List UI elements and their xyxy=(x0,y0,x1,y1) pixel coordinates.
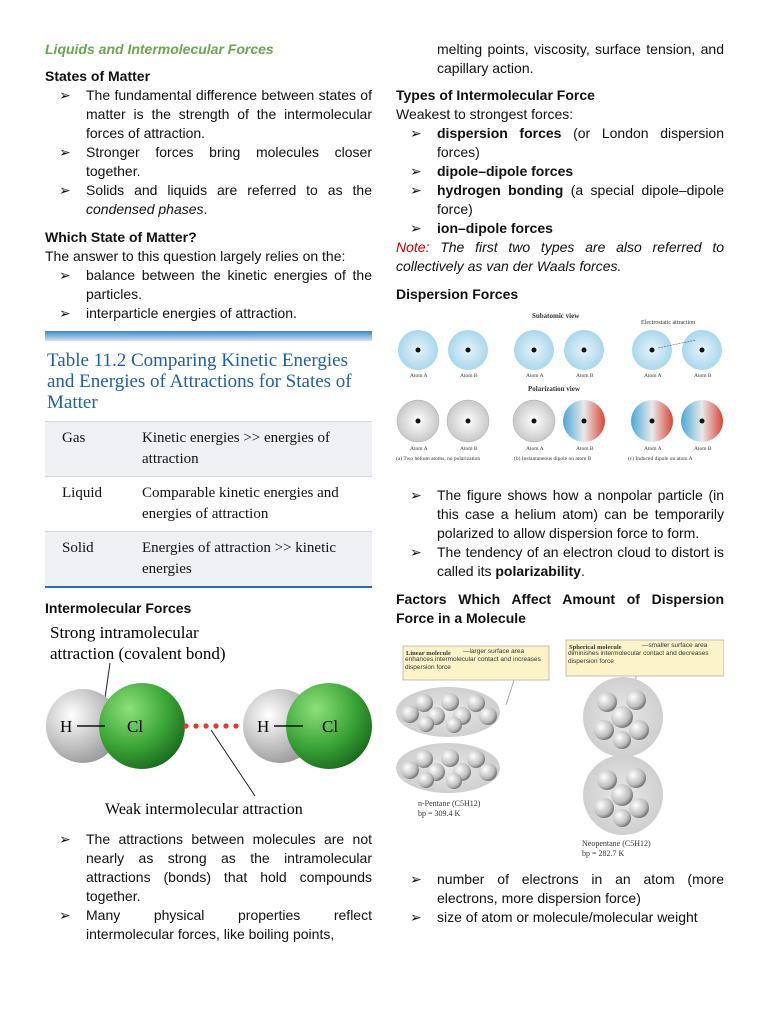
table-title: Table 11.2 Comparing Kinetic Energies and Energies of Attractions for States of Matter xyxy=(47,350,352,413)
list-item: ➢ dispersion forces (or London dispersion forces) xyxy=(410,125,725,160)
bullet-arrow-icon: ➢ xyxy=(59,305,71,321)
list-item: ➢ size of atom or molecule/molecular weight xyxy=(410,909,698,925)
subatomic-atoms xyxy=(398,330,722,370)
svg-text:Atom B: Atom B xyxy=(694,446,712,452)
bullet-arrow-icon: ➢ xyxy=(59,267,71,283)
svg-text:Atom A: Atom A xyxy=(410,446,428,452)
continued-text: melting points, viscosity, surface tension, and capillary action. xyxy=(437,41,724,76)
cl-label-1: Cl xyxy=(127,717,144,736)
which-text: The answer to this question largely relies on the: xyxy=(45,248,346,264)
table-row: Solid Energies of attraction >> kinetic energies xyxy=(45,531,372,586)
list-item: ➢ balance between the kinetic energies of the particles. xyxy=(59,267,372,302)
polarization-atoms xyxy=(397,400,723,442)
bullet-arrow-icon: ➢ xyxy=(410,163,422,179)
svg-text:Atom A: Atom A xyxy=(410,373,428,379)
caption-b: (b) Instantaneous dipole on atom B xyxy=(514,456,592,462)
bullet-arrow-icon: ➢ xyxy=(410,125,422,141)
neopentane-bp: bp = 282.7 K xyxy=(582,849,625,858)
bullet-arrow-icon: ➢ xyxy=(410,182,422,198)
section-title: Liquids and Intermolecular Forces xyxy=(45,41,274,57)
electrostatic-label: Electrostatic attraction xyxy=(641,320,696,326)
list-item: ➢ The figure shows how a nonpolar particle (in this case a helium atom) can be temporarily polarized to allow dispersion force to form. xyxy=(410,487,724,541)
spherical-callout-title: Spherical molecule xyxy=(569,644,622,651)
imf-heading: Intermolecular Forces xyxy=(45,600,192,616)
h-label-1: H xyxy=(60,717,73,736)
intermolecular-dots xyxy=(183,723,238,728)
pentane-molecule-1 xyxy=(396,687,500,737)
pentane-molecule-2 xyxy=(396,743,500,793)
linear-callout-title: Linear molecule xyxy=(406,650,451,657)
dispersion-list xyxy=(396,486,724,581)
hcl-label-intra-2: attraction (covalent bond) xyxy=(50,644,226,663)
list-item: ➢ dipole–dipole forces xyxy=(410,163,574,179)
which-list xyxy=(45,266,372,323)
polarizability-term: polarizability xyxy=(495,563,581,579)
cl-label-2: Cl xyxy=(322,717,339,736)
caption-c: (c) Induced dipole on atom A xyxy=(628,456,693,462)
condensed-phases-term: condensed phases xyxy=(86,201,204,217)
list-item: ➢ The attractions between molecules are not nearly as strong as the intramolecular attractions (bonds) that hold compounds together. xyxy=(59,831,372,904)
svg-text:Atom B: Atom B xyxy=(460,373,478,379)
svg-text:Atom B: Atom B xyxy=(460,446,478,452)
types-intro: Weakest to strongest forces: xyxy=(396,106,574,122)
list-item: ➢ The fundamental difference between states of matter is the strength of the intermolecular forces of attraction. xyxy=(59,87,372,141)
left-column xyxy=(45,40,372,944)
svg-text:Atom A: Atom A xyxy=(526,373,544,379)
subatomic-view-label: Subatomic view xyxy=(532,312,580,320)
pentane-name: n-Pentane (C5H12) xyxy=(418,799,481,808)
svg-text:Atom A: Atom A xyxy=(526,446,544,452)
hcl-label-intra-1: Strong intramolecular xyxy=(50,623,199,642)
spherical-callout-text: —smaller surface area diminishes intermolecular contact and decreases dispersion force xyxy=(568,642,709,665)
bullet-arrow-icon: ➢ xyxy=(410,871,422,887)
bullet-arrow-icon: ➢ xyxy=(59,144,71,160)
list-item: ➢ Stronger forces bring molecules closer together. xyxy=(59,144,372,179)
polarization-view-label: Polarization view xyxy=(528,385,580,393)
neopentane-molecule-1 xyxy=(583,677,663,757)
types-list xyxy=(396,124,724,238)
list-item: ➢ interparticle energies of attraction. xyxy=(59,305,297,321)
table-row: Liquid Comparable kinetic energies and energies of attraction xyxy=(45,476,372,531)
bullet-arrow-icon: ➢ xyxy=(59,87,71,103)
dispersion-heading: Dispersion Forces xyxy=(396,286,519,302)
table-bottom-rule xyxy=(45,586,372,588)
linear-callout-text: —larger surface area enhances intermolecular contact and increases dispersion force xyxy=(405,648,541,671)
states-list xyxy=(45,86,372,219)
bullet-arrow-icon: ➢ xyxy=(410,487,422,503)
hcl-figure xyxy=(45,618,372,828)
list-item: ➢ ion–dipole forces xyxy=(410,220,553,236)
bullet-arrow-icon: ➢ xyxy=(410,544,422,560)
hcl-label-inter: Weak intermolecular attraction xyxy=(105,801,303,818)
caption-a: (a) Two helium atoms, no polarization xyxy=(396,456,481,462)
bullet-arrow-icon: ➢ xyxy=(59,831,71,847)
bullet-arrow-icon: ➢ xyxy=(410,909,422,925)
types-heading: Types of Intermolecular Force xyxy=(396,87,595,103)
table-row: Gas Kinetic energies >> energies of attraction xyxy=(45,421,372,476)
svg-text:Atom B: Atom B xyxy=(576,373,594,379)
list-item: ➢ hydrogen bonding (a special dipole–dipole force) xyxy=(410,182,725,217)
note-label: Note: xyxy=(396,239,430,255)
svg-text:Atom B: Atom B xyxy=(694,373,712,379)
factors-heading: Factors Which Affect Amount of Dispersion Force in a Molecule xyxy=(396,591,724,626)
table-header-bar xyxy=(45,331,372,341)
list-item: ➢ Solids and liquids are referred to as the condensed phases. xyxy=(59,182,372,217)
list-item: ➢ number of electrons in an atom (more electrons, more dispersion force) xyxy=(410,871,724,906)
svg-text:Atom A: Atom A xyxy=(644,373,662,379)
bullet-arrow-icon: ➢ xyxy=(59,182,71,198)
svg-text:Atom A: Atom A xyxy=(644,446,662,452)
pentane-figure xyxy=(396,630,724,858)
list-item: ➢ Many physical properties reflect intermolecular forces, like boiling points, xyxy=(59,907,372,942)
van-der-waals-note: Note: The first two types are also referred to collectively as van der Waals forces. xyxy=(396,239,724,274)
factors-list xyxy=(396,870,724,927)
neopentane-molecule-2 xyxy=(583,755,663,835)
h-label-2: H xyxy=(257,717,270,736)
list-item: ➢ The tendency of an electron cloud to distort is called its polarizability. xyxy=(410,544,724,579)
states-heading: States of Matter xyxy=(45,68,151,84)
svg-text:Atom B: Atom B xyxy=(576,446,594,452)
which-heading: Which State of Matter? xyxy=(45,229,197,245)
dispersion-figure xyxy=(396,310,724,472)
neopentane-name: Neopentane (C5H12) xyxy=(582,839,651,848)
bullet-arrow-icon: ➢ xyxy=(59,907,71,923)
imf-list xyxy=(45,830,372,944)
pentane-bp: bp = 309.4 K xyxy=(418,809,461,818)
bullet-arrow-icon: ➢ xyxy=(410,220,422,236)
comparison-table xyxy=(45,331,372,588)
right-column xyxy=(396,40,724,927)
